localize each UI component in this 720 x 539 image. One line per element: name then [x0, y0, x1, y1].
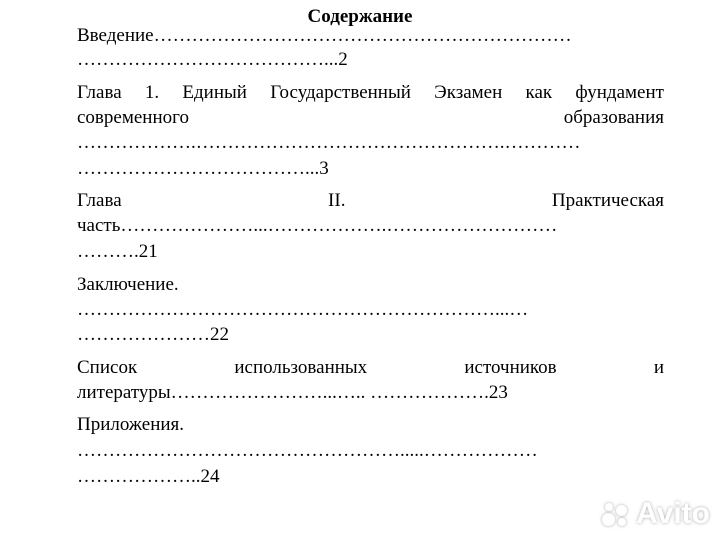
- word: Практическая: [551, 190, 664, 211]
- toc-entry-references-cont: литературы……………………...….. ……………….23: [77, 382, 508, 403]
- word: Государственный: [270, 82, 411, 103]
- page-title: Содержание: [307, 6, 413, 27]
- word: и: [653, 357, 664, 378]
- toc-entry-appendix-dots: …………………………………………….....………………: [77, 440, 538, 461]
- toc-entry-intro: Введение…………………………………………………………: [77, 25, 572, 46]
- word: как: [525, 82, 553, 103]
- toc-entry-chapter2-cont: часть…………………...……………….………………………: [77, 215, 558, 236]
- word: образования: [563, 107, 664, 128]
- word: современного: [77, 107, 189, 128]
- toc-entry-intro-page: …………………………………...2: [77, 49, 348, 70]
- avito-logo-icon: [602, 501, 632, 527]
- toc-entry-references: [77, 356, 664, 380]
- avito-watermark: [602, 497, 710, 531]
- word: Экзамен: [434, 82, 503, 103]
- toc-entry-chapter2-page: ……….21: [77, 241, 158, 262]
- toc-entry-chapter1-cont: [77, 106, 664, 130]
- word: фундамент: [575, 82, 664, 103]
- watermark-text: Avito: [636, 497, 710, 530]
- word: Глава: [77, 82, 122, 103]
- toc-entry-chapter1-page: ………………………………...3: [77, 158, 329, 179]
- toc-entry-chapter1: [77, 81, 664, 105]
- word: 1.: [144, 82, 160, 103]
- toc-entry-conclusion-page: …………………22: [77, 324, 229, 345]
- word: Единый: [182, 82, 247, 103]
- toc-entry-chapter2: [77, 189, 664, 213]
- toc-entry-appendix: Приложения.: [77, 414, 185, 435]
- toc-entry-conclusion: Заключение.: [77, 274, 179, 295]
- toc-entry-appendix-page: ………………..24: [77, 466, 220, 487]
- word: использованных: [234, 357, 368, 378]
- word: Глава: [77, 190, 122, 211]
- word: Список: [77, 357, 138, 378]
- word: II.: [328, 190, 346, 211]
- toc-entry-conclusion-dots: …………………………………………………………...…: [77, 299, 529, 320]
- word: источников: [464, 357, 557, 378]
- toc-entry-chapter1-dots: ……………….………………………………………….…………: [77, 132, 581, 153]
